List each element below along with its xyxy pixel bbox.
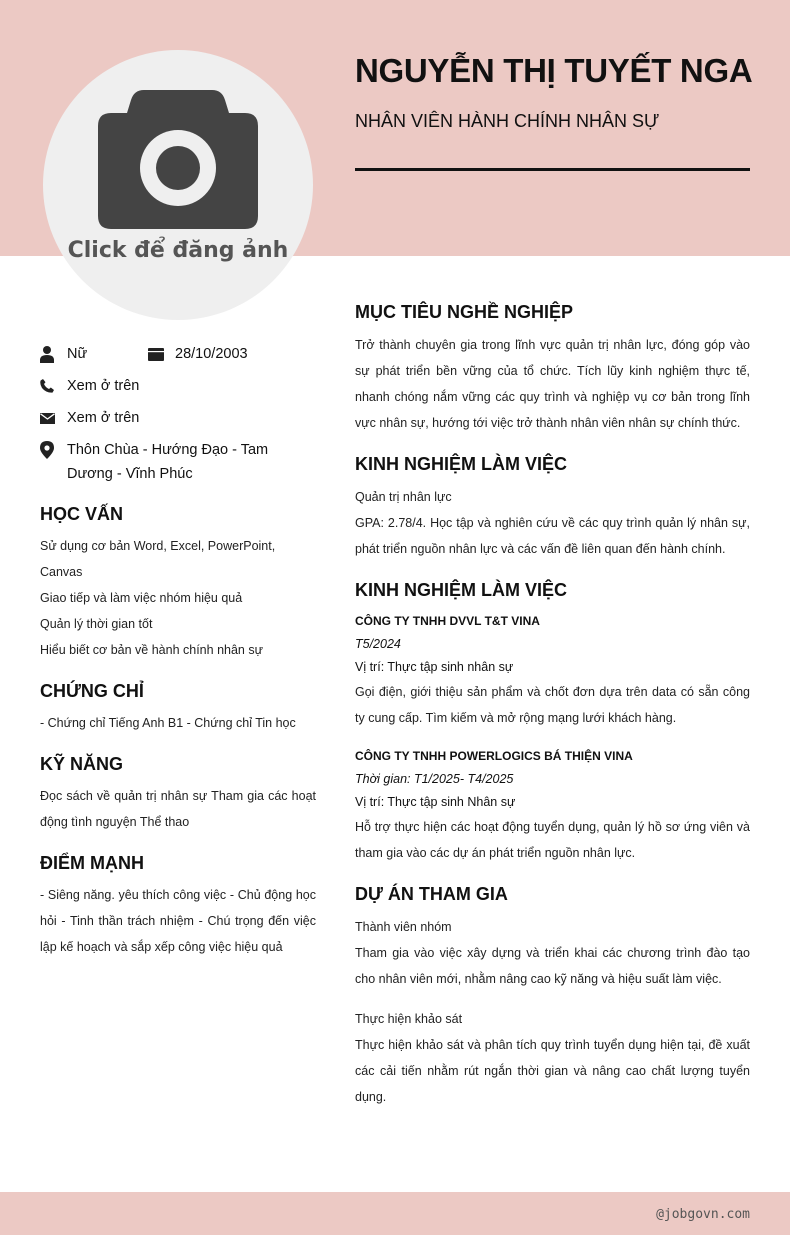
job-description: Gọi điện, giới thiệu sản phẩm và chốt đơn dựa trên data có sẵn công ty cung cấp. Tìm kiếm và mở rộng mạng lưới khách hàng. xyxy=(355,685,750,725)
skills-title: KỸ NĂNG xyxy=(40,754,124,774)
education-title: HỌC VẤN xyxy=(40,504,124,524)
certificates-text: - Chứng chỉ Tiếng Anh B1 - Chứng chỉ Tin học xyxy=(40,716,296,730)
study-experience-title: KINH NGHIỆM LÀM VIỆC xyxy=(355,454,568,474)
gender-value: Nữ xyxy=(67,346,88,362)
project-role: Thực hiện khảo sát xyxy=(355,1012,463,1026)
address-value: Thôn Chùa - Hướng Đạo - Tam Dương - Vĩnh Phúc xyxy=(67,442,269,482)
contact-phone xyxy=(40,374,316,398)
job-position: Vị trí: Thực tập sinh nhân sự xyxy=(355,660,514,674)
spacer xyxy=(355,992,750,1006)
location-pin-icon xyxy=(40,438,67,462)
objective-text: Trở thành chuyên gia trong lĩnh vực quản trị nhân lực, đóng góp vào sự phát triển bền vững của tổ chức. Tích lũy kinh nghiệm thực tế, nhanh chóng nắm vững các quy trình và nghiệp vụ cơ bản trong lĩnh vực nhân sự, hướng tới việc trở thành nhân viên nhân sự chính thức. xyxy=(355,338,750,430)
company-name: CÔNG TY TNHH POWERLOGICS BÁ THIỆN VINA xyxy=(355,749,633,763)
footer-watermark: @jobgovn.com xyxy=(656,1207,750,1222)
camera-icon xyxy=(98,90,258,230)
contact-email xyxy=(40,406,316,430)
strengths-title: ĐIỂM MẠNH xyxy=(40,853,144,873)
job-position: Vị trí: Thực tập sinh Nhân sự xyxy=(355,795,516,809)
education-list xyxy=(40,533,316,663)
job-period: Thời gian: T1/2025- T4/2025 xyxy=(355,772,514,786)
header-divider xyxy=(355,168,750,171)
photo-upload-caption[interactable]: Click để đăng ảnh xyxy=(67,238,289,263)
phone-value: Xem ở trên xyxy=(67,378,140,394)
contact-address xyxy=(40,438,316,486)
contact-gender-birthday xyxy=(40,342,316,366)
certificates-title: CHỨNG CHỈ xyxy=(40,681,144,701)
list-item: Hiểu biết cơ bản về hành chính nhân sự xyxy=(40,643,263,657)
job-title: NHÂN VIÊN HÀNH CHÍNH NHÂN SỰ xyxy=(355,111,660,131)
avatar-upload[interactable] xyxy=(43,50,313,320)
job-entry xyxy=(355,745,750,866)
email-icon xyxy=(40,406,67,430)
person-icon xyxy=(40,342,67,366)
project-entry xyxy=(355,914,750,992)
spacer xyxy=(355,731,750,745)
list-item: Quản lý thời gian tốt xyxy=(40,617,153,631)
work-experience-section xyxy=(355,580,750,866)
candidate-name: NGUYỄN THỊ TUYẾT NGA xyxy=(355,52,753,89)
project-description: Thực hiện khảo sát và phân tích quy trình tuyển dụng hiện tại, đề xuất các cải tiến nhằm rút ngắn thời gian và nâng cao chất lượng tuyển dụng. xyxy=(355,1038,750,1104)
phone-icon xyxy=(40,374,67,398)
strengths-text: - Siêng năng. yêu thích công việc - Chủ động học hỏi - Tinh thần trách nhiệm - Chú trọng đến việc lập kế hoạch và sắp xếp công việc hiệu quả xyxy=(40,888,316,954)
right-column xyxy=(355,302,750,1128)
study-experience-section xyxy=(355,454,750,562)
company-name: CÔNG TY TNHH DVVL T&T VINA xyxy=(355,614,540,628)
email-value: Xem ở trên xyxy=(67,410,140,426)
project-entry xyxy=(355,1006,750,1110)
job-description: Hỗ trợ thực hiện các hoạt động tuyển dụng, quản lý hồ sơ ứng viên và tham gia vào các dự án phát triển nguồn nhân lực. xyxy=(355,820,750,860)
work-experience-title: KINH NGHIỆM LÀM VIỆC xyxy=(355,580,568,600)
skills-text: Đọc sách về quản trị nhân sự Tham gia các hoạt động tình nguyện Thể thao xyxy=(40,789,316,829)
left-column xyxy=(40,342,316,960)
job-period: T5/2024 xyxy=(355,637,401,651)
projects-section xyxy=(355,884,750,1110)
job-entry xyxy=(355,610,750,731)
objective-title: MỤC TIÊU NGHỀ NGHIỆP xyxy=(355,302,574,322)
calendar-icon xyxy=(148,342,175,366)
list-item: Sử dụng cơ bản Word, Excel, PowerPoint, Canvas xyxy=(40,539,276,579)
project-description: Tham gia vào việc xây dựng và triển khai các chương trình đào tạo cho nhân viên mới, nhằm nâng cao kỹ năng và hiệu suất làm việc. xyxy=(355,946,750,986)
study-text: GPA: 2.78/4. Học tập và nghiên cứu về các quy trình quản lý nhân sự, phát triển nguồn nhân lực và các vấn đề liên quan đến hành chính. xyxy=(355,516,750,556)
objective-section xyxy=(355,302,750,436)
list-item: Giao tiếp và làm việc nhóm hiệu quả xyxy=(40,591,243,605)
projects-title: DỰ ÁN THAM GIA xyxy=(355,884,508,904)
study-subtitle: Quản trị nhân lực xyxy=(355,490,452,504)
birthday-value: 28/10/2003 xyxy=(175,346,248,362)
project-role: Thành viên nhóm xyxy=(355,920,452,934)
